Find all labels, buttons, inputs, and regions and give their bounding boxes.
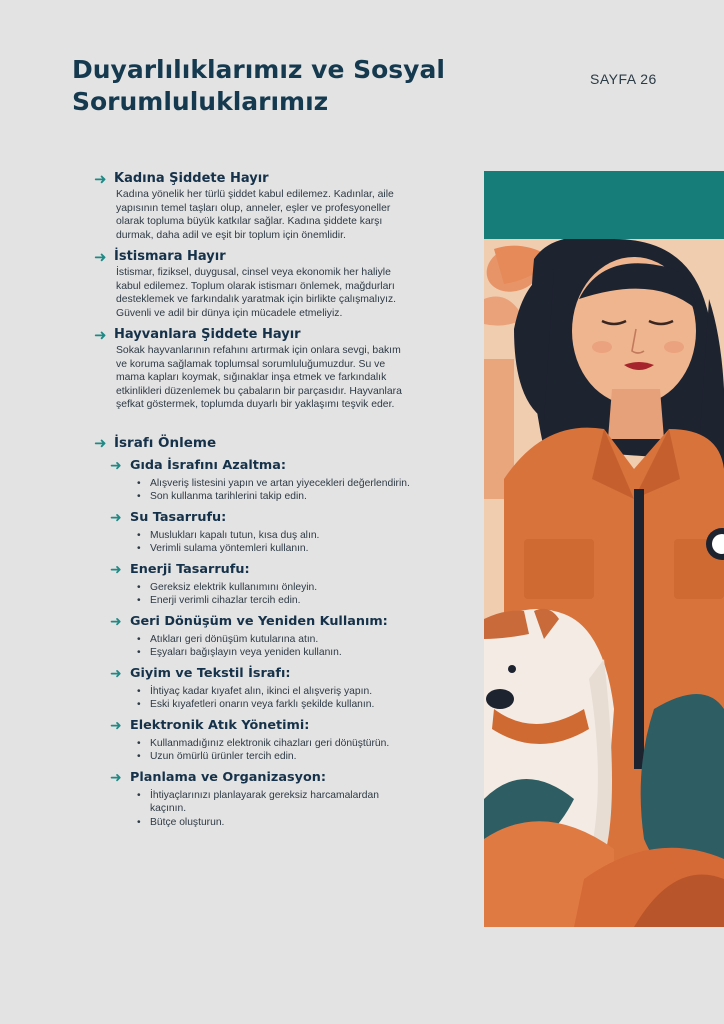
section-animal-violence <box>94 326 414 412</box>
list-item: • Son kullanma tarihlerini takip edin. <box>150 490 414 504</box>
list-item: • Atıkları geri dönüşüm kutularına atın. <box>150 633 414 647</box>
arrow-right-icon: ➜ <box>110 613 122 630</box>
arrow-right-icon: ➜ <box>110 769 122 786</box>
subsection-title: Enerji Tasarrufu: <box>130 561 250 577</box>
bullet-list <box>110 789 414 830</box>
arrow-right-icon: ➜ <box>110 665 122 682</box>
list-item: • Verimli sulama yöntemleri kullanın. <box>150 542 414 556</box>
list-item: • Muslukları kapalı tutun, kısa duş alın. <box>150 529 414 543</box>
subsection-recycling <box>110 613 414 660</box>
list-item: • Eşyaları bağışlayın veya yeniden kullanın. <box>150 646 414 660</box>
section-body: Kadına yönelik her türlü şiddet kabul edilemez. Kadınlar, aile yapısının temel taşları olup, anneler, eşler ve profesyoneller olarak topluma büyük katkılar sağlar. Kadına şiddete karşı durmak, daha adil ve eşit bir toplum için önemlidir. <box>116 189 394 241</box>
section-body: Sokak hayvanlarının refahını artırmak için onlara sevgi, bakım ve koruma sağlamak toplumsal sorumluluğumuzdur. Su ve mama kapları koymak, sığınaklar inşa etmek ve farkındalık etkinlikleri düzenlemek bu çabaların bir parçasıdır. Hayvanlara şefkat göstermek, toplumda duyarlı bir yaklaşımı teşvik eder. <box>116 345 402 410</box>
bullet-list <box>110 477 414 504</box>
subsection-title: Gıda İsrafını Azaltma: <box>130 457 286 473</box>
arrow-right-icon: ➜ <box>94 248 107 266</box>
arrow-right-icon: ➜ <box>94 433 107 452</box>
arrow-right-icon: ➜ <box>94 326 107 344</box>
subsection-title: Elektronik Atık Yönetimi: <box>130 717 310 733</box>
subsection-planning <box>110 769 414 830</box>
subsection-title: Su Tasarrufu: <box>130 509 227 525</box>
content-column <box>94 170 414 829</box>
page-number: SAYFA 26 <box>590 71 657 87</box>
subsection-textile-waste <box>110 665 414 712</box>
subsection-title: Planlama ve Organizasyon: <box>130 769 326 785</box>
bullet-list <box>110 581 414 608</box>
section-title: İsrafı Önleme <box>114 434 217 451</box>
list-item: • Eski kıyafetleri onarın veya farklı şekilde kullanın. <box>150 698 414 712</box>
list-item: • Enerji verimli cihazlar tercih edin. <box>150 594 414 608</box>
list-item: • Alışveriş listesini yapın ve artan yiyecekleri değerlendirin. <box>150 477 414 491</box>
list-item: • Uzun ömürlü ürünler tercih edin. <box>150 750 414 764</box>
subsection-title: Geri Dönüşüm ve Yeniden Kullanım: <box>130 613 388 629</box>
subsection-water-saving <box>110 509 414 556</box>
subsection-e-waste <box>110 717 414 764</box>
bullet-list <box>110 529 414 556</box>
subsection-energy-saving <box>110 561 414 608</box>
section-title: İstismara Hayır <box>114 249 226 264</box>
bullet-list <box>110 685 414 712</box>
section-abuse <box>94 248 414 320</box>
woman-and-dog-illustration <box>484 239 724 927</box>
bullet-list <box>110 737 414 764</box>
list-item: • Gereksiz elektrik kullanımını önleyin. <box>150 581 414 595</box>
arrow-right-icon: ➜ <box>110 717 122 734</box>
subsection-title: Giyim ve Tekstil İsrafı: <box>130 665 291 681</box>
list-item: • İhtiyaçlarınızı planlayarak gereksiz harcamalardan kaçının. <box>150 789 414 816</box>
section-waste-prevention <box>94 434 414 830</box>
list-item: • Bütçe oluşturun. <box>150 816 414 830</box>
arrow-right-icon: ➜ <box>110 457 122 474</box>
bullet-list <box>110 633 414 660</box>
arrow-right-icon: ➜ <box>110 561 122 578</box>
section-body: İstismar, fiziksel, duygusal, cinsel veya ekonomik her haliyle kabul edilemez. Toplum olarak istismarı önlemek, mağdurları desteklemek ve farkındalık yaratmak için birlikte çalışmalıyız. Güvenli ve adil bir dünya için mücadele etmeliyiz. <box>116 267 397 319</box>
arrow-right-icon: ➜ <box>94 170 107 188</box>
subsection-food-waste <box>110 457 414 504</box>
section-violence-against-women <box>94 170 414 242</box>
list-item: • İhtiyaç kadar kıyafet alın, ikinci el alışveriş yapın. <box>150 685 414 699</box>
list-item: • Kullanmadığınız elektronik cihazları geri dönüştürün. <box>150 737 414 751</box>
accent-block <box>484 171 724 239</box>
arrow-right-icon: ➜ <box>110 509 122 526</box>
page-title: Duyarlılıklarımız ve Sosyal Sorumluluklarımız <box>72 55 445 116</box>
section-title: Hayvanlara Şiddete Hayır <box>114 327 301 342</box>
section-title: Kadına Şiddete Hayır <box>114 171 269 186</box>
